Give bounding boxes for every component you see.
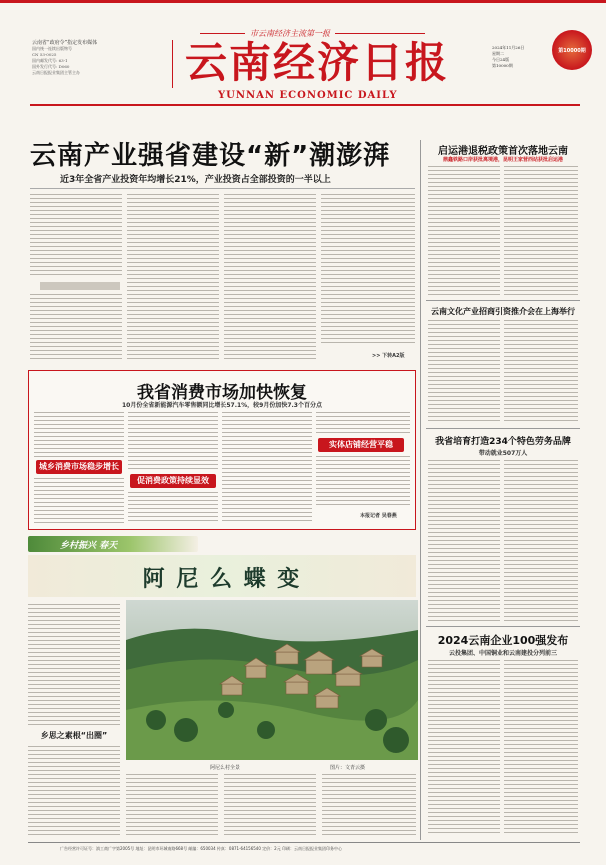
masthead-title: 云南经济日报 bbox=[185, 38, 450, 87]
info-line: 国外发行代号: D060 bbox=[32, 64, 70, 69]
consumption-text-col2a bbox=[128, 412, 218, 472]
masthead-bottom-rule bbox=[30, 104, 580, 106]
right-rule-3 bbox=[426, 626, 580, 627]
issue-number: 第10000期 bbox=[492, 63, 513, 68]
right-story1-subtitle: 鼎鑫铁路口岸获批离境港，昆明王家营西站获批启运港 bbox=[442, 157, 563, 163]
anniversary-stamp bbox=[552, 30, 592, 70]
main-story-continue[interactable]: >> 下转A2版 bbox=[372, 353, 405, 359]
consumption-story-title: 我省消费市场加快恢复 bbox=[137, 383, 307, 403]
weekday: 星期二 bbox=[492, 51, 504, 56]
masthead-top-rule bbox=[0, 0, 606, 3]
masthead-left-info bbox=[32, 40, 162, 76]
feature-text-col1b bbox=[28, 746, 120, 836]
right-story1-text-a bbox=[428, 166, 500, 296]
right-story2-text-a bbox=[428, 320, 500, 424]
info-line: 国内邮发代号: 63-1 bbox=[32, 58, 68, 63]
right-rule-2 bbox=[426, 428, 580, 429]
main-story-text-col2 bbox=[127, 194, 219, 362]
info-line: 云南省“政府令”指定发布媒体 bbox=[32, 40, 98, 46]
consumption-text-col2b bbox=[128, 492, 218, 524]
masthead-slogan-line-left bbox=[200, 33, 245, 34]
right-story2-text-b bbox=[504, 320, 578, 424]
info-line: CN 53-0025 bbox=[32, 52, 57, 57]
consumption-text-col4a bbox=[316, 412, 410, 436]
consumption-subhead-3: 实体店铺经营平稳 bbox=[318, 438, 404, 452]
masthead-info-divider bbox=[172, 40, 173, 88]
photo-caption: 阿尼么村全景 bbox=[210, 765, 241, 771]
feature-subhead: 乡思之素根“出圈” bbox=[40, 731, 108, 740]
right-story2-title: 云南文化产业招商引资推介会在上海举行 bbox=[431, 307, 575, 316]
main-story-text-col1b bbox=[30, 294, 122, 362]
masthead-right-info bbox=[492, 45, 552, 69]
info-line: 云南日报报业集团主管主办 bbox=[32, 70, 80, 75]
consumption-text-col1b bbox=[34, 478, 124, 524]
consumption-subhead-1: 城乡消费市场稳步增长 bbox=[36, 460, 122, 474]
consumption-byline: 本报记者 吴春燕 bbox=[360, 513, 397, 519]
right-story4-title: 2024云南企业100强发布 bbox=[437, 634, 569, 647]
date: 2024年11月26日 bbox=[492, 45, 525, 50]
masthead-english-title: YUNNAN ECONOMIC DAILY bbox=[218, 90, 398, 101]
right-story4-text-b bbox=[504, 660, 578, 836]
right-story3-title: 我省培育打造234个特色劳务品牌 bbox=[435, 437, 571, 447]
main-story-text-col4 bbox=[321, 194, 415, 344]
village-landscape-image bbox=[126, 600, 418, 760]
right-story4-subtitle: 云投集团、中国铜业和云南建投分列前三 bbox=[448, 650, 557, 657]
feature-text-col2 bbox=[126, 774, 218, 836]
anniversary-stamp-text: 第10000期 bbox=[558, 47, 586, 54]
photo-credit: 图片：文青云摄 bbox=[330, 765, 366, 771]
feature-banner-text: 乡村振兴 春天 bbox=[60, 541, 118, 551]
right-story3-text-b bbox=[504, 460, 578, 622]
main-subheadline: 近3年全省产业投资年均增长21%，产业投资占全部投资的一半以上 bbox=[60, 175, 331, 185]
feature-text-col1a bbox=[28, 604, 120, 726]
village-landscape-photo bbox=[126, 600, 418, 760]
main-story-text-col3 bbox=[224, 194, 316, 362]
main-headline: 云南产业强省建设“新”潮澎湃 bbox=[30, 141, 391, 171]
right-column-divider bbox=[420, 140, 421, 840]
right-story3-subtitle: 带动就业507万人 bbox=[478, 450, 528, 457]
consumption-text-col1a bbox=[34, 412, 124, 458]
consumption-text-col4b bbox=[316, 456, 410, 506]
feature-text-col4 bbox=[322, 774, 416, 836]
right-story1-text-b bbox=[504, 166, 578, 296]
footer-text: 广告经营许可证号：滇工商广字第2005号 地址：昆明市环城南路668号 邮编：650034 传真：0871-64156540 定价：2元 印刷：云南日报报业集团印务中心 bbox=[60, 846, 342, 851]
right-story4-text-a bbox=[428, 660, 500, 836]
info-line: 国内统一连续出版物号 bbox=[32, 46, 72, 51]
right-story3-text-a bbox=[428, 460, 500, 622]
footer-rule bbox=[28, 842, 580, 843]
right-rule-1 bbox=[426, 300, 580, 301]
masthead-slogan: 市云南经济主流第一报 bbox=[250, 29, 330, 38]
main-story-text-col1 bbox=[30, 194, 122, 278]
consumption-text-col3 bbox=[222, 412, 312, 524]
feature-text-col3 bbox=[224, 774, 316, 836]
main-headline-rule bbox=[30, 188, 415, 189]
masthead-slogan-line-right bbox=[335, 33, 425, 34]
right-story1-title: 启运港退税政策首次落地云南 bbox=[438, 146, 568, 157]
main-story-subhead1 bbox=[40, 282, 120, 290]
consumption-subhead-2: 促消费政策持续显效 bbox=[130, 474, 216, 488]
feature-title: 阿 尼 么 蝶 变 bbox=[142, 567, 302, 592]
consumption-story-subtitle: 10月份全省新能源汽车零售额同比增长57.1%，较9月份加快7.3个百分点 bbox=[122, 402, 322, 409]
page-count: 今日24版 bbox=[492, 57, 510, 62]
